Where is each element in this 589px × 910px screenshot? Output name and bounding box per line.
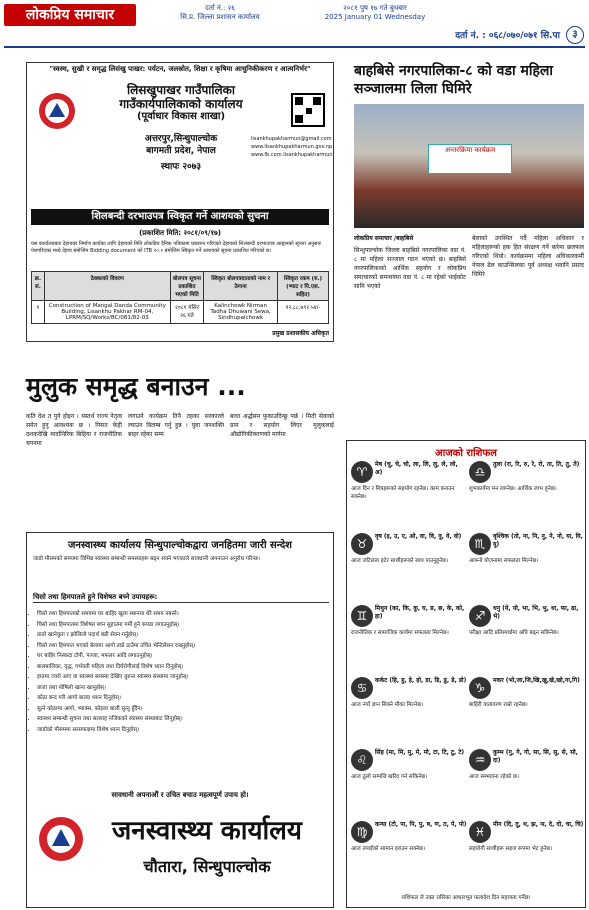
- horoscope-sign[interactable]: [469, 677, 585, 747]
- table-row: [32, 301, 329, 324]
- sign-text: शुभकार्यमा मन लाग्नेछ। आर्थिक लाभ हुनेछ।: [469, 486, 557, 492]
- zodiac-icon: ♓: [469, 821, 491, 843]
- list-item: • कोठा बन्द गरी आगो बाल्दा ध्यान दिनुहोस्।: [37, 693, 327, 704]
- sign-name: मेष (चु, चे, चो, ला, लि, लु, ले, लो, अ): [375, 461, 458, 476]
- table-header: बोलपत्र सूचना प्रकाशित भएको मिति: [170, 272, 203, 301]
- horoscope-sign[interactable]: [351, 749, 467, 819]
- sign-text: आज नयाँ ज्ञान सिक्ने मौका मिल्नेछ।: [351, 702, 424, 708]
- zodiac-icon: ♏: [469, 533, 491, 555]
- zodiac-icon: ♈: [351, 461, 373, 483]
- table-header: स्विकृत रकम (रु.) (भ्याट र पि.एस. सहित): [277, 272, 328, 301]
- table-cell: १२,८८,७९२.५४/-: [277, 301, 328, 324]
- nepal-emblem-icon: [35, 815, 87, 863]
- list-item: • ताजा तथा पोषिलो खाना खानुहोस्।: [37, 683, 327, 694]
- story-byline: लोकप्रिय समाचार /बाहबिसे: [354, 235, 414, 242]
- horoscope-sign[interactable]: [469, 821, 585, 891]
- table-header: स्विकृत बोलपत्रदाताको नाम र ठेगाना: [204, 272, 278, 301]
- sign-text: आज ठूलो सम्पत्ति खरिद गर्न सकिनेछ।: [351, 774, 428, 780]
- sign-text: आज दिन र मित्रहरूको सहयोग रहनेछ। काम बनाउन सक्नेछ।: [351, 486, 455, 500]
- zodiac-icon: ♌: [351, 749, 373, 771]
- sign-name: मिथुन (का, कि, कु, घ, ङ, छ, के, को, हा): [375, 605, 465, 620]
- list-item: • जाडोको मौसममा सरसफाइमा विशेष ध्यान दिनुहोस्।: [37, 725, 327, 736]
- notice-signature: प्रमुख प्रशासकीय अधिकृत: [272, 330, 329, 337]
- story-headline[interactable]: बाहबिसे नगरपालिका-८ को वडा महिला सञ्जालमा लिला घिमिरे: [354, 63, 554, 97]
- sign-text: सहयोगी साथीहरू सहज रूपमा भेट हुनेछ।: [469, 846, 553, 852]
- sign-name: वृश्चिक (तो, ना, नि, नु, ने, नो, या, यि, यु): [493, 533, 583, 548]
- header-divider: [4, 46, 585, 48]
- story-column-2: बेलाको उपस्थित गर्दै महिला अधिकार र महिलाहरूको हक हित संरक्षण गर्ने बारेमा छलफल गरिएको थियो। कार्यक्रममा महिला अधिकारकर्मी नेपाल ढेल काउन्सिलका पूर्व अध्यक्ष भवानि प्रसाद धिमिरे: [472, 235, 584, 278]
- table-header: ठेक्काको विवरण: [44, 272, 170, 301]
- health-notice-heading: जनस्वास्थ्य कार्यालय सिन्धुपाल्चोकद्वारा जनहितमा जारी सन्देश: [68, 540, 292, 551]
- list-item: • चिसो तथा हिमपातमा विशेषत बच्न सुहाउमा गर्मी हुने कपडा लगाउनुहोस्।: [37, 620, 327, 631]
- health-office-notice: [26, 532, 334, 908]
- horoscope-sign[interactable]: [469, 749, 585, 819]
- zodiac-icon: ♎: [469, 461, 491, 483]
- qr-code-icon[interactable]: [291, 93, 325, 127]
- list-item: • हातमा ज्वरो आए वा स्वास्थ्य समस्या देखिए तुरुन्त स्वास्थ्य संस्थामा जानुहोस्।: [37, 672, 327, 683]
- notice-body: यस कार्यालयबाट देहायका निर्माण कार्यका लागि देहायको मिति लोकप्रिय दैनिक पत्रिकामा प्रकाशन गरिएको देहायको शिलबन्दी दरभाउपत्र आह्वानको सूचना अनुसार पेशगरिएका मध्ये देहाय बमोजिम Bidding document को ITB २०.१ बमोजिम स्विकृत गर्ने आशयको सूचना प्रकाशित गरिएको छ।: [31, 241, 321, 254]
- sign-text: बाहिरी वातावरण राम्रो रहनेछ।: [469, 702, 528, 708]
- horoscope-footer: राशिफल ले उक्त रासिका आधारभूत फलादेश दिन सहायता गर्नेछ।: [401, 895, 531, 901]
- list-item: • चिसो तथा हिमपातको समयमा घर बाहिर खुला स्थानमा धेरै समय नबस्नै।: [37, 609, 327, 620]
- list-item: • बालबालिका, वृद्ध, गर्भवती महिला तथा दिर्घरोगीलाई विशेष ध्यान दिनुहोस्।: [37, 662, 327, 673]
- established-year: स्थापः २०७३: [160, 162, 202, 172]
- table-cell: २०८१ मंसिर २६ गते: [170, 301, 203, 324]
- registration-number: दर्ता नं. : ०६८/०७०/०७१ सि.पा: [455, 31, 560, 41]
- editorial-column-2: लगाउने कार्यक्रम तिनै तहका सरकारले ल्याउन विलम्ब गर्नु हुन्न । युवा जनशक्ति बाहर रहेका सम्म: [128, 413, 224, 438]
- publish-date: (प्रकाशित मिति: २०८१/०९/१७): [139, 229, 221, 237]
- story-column-1: सिन्धुपाल्चोक जिल्ला बाहबिसे नगरपालिका वडा नं. ८ मा महिला सञ्जाल गठन भएको छ। बाहबिसे नगरपालिकाको आर्थिक सहयोग र लोकप्रिय समाचारको समन्वयमा वडा नं. ८ मा रहेको भाईकोट सामि भएको: [354, 247, 466, 290]
- office-address: अत्तरपुर,सिन्धुपाल्चोक बागमती प्रदेश, नेपाल: [144, 134, 218, 156]
- sign-text: आज तपाईंको सामान हराउन सक्नेछ।: [351, 846, 426, 852]
- list-item: • चिसो तथा हिमपात भएको बेलामा आगो ताप्ने ठाउँमा उचित भेन्टिलेसन राख्नुहोस्।: [37, 641, 327, 652]
- health-tips-list: [37, 609, 327, 735]
- sign-text: राजनीतिक र सामाजिक कार्यमा सफलता मिल्नेछ।: [351, 630, 449, 636]
- page-number: ३: [566, 26, 584, 44]
- horoscope-sign[interactable]: [469, 533, 585, 603]
- health-notice-closing: सावधानी अपनाऔं र उचित बचाउ महत्वपूर्ण उपाय हो।: [111, 791, 249, 799]
- table-cell: Kalinchowk Nirman Tadha Dhuwani Sewa, Sindhupalchowk: [204, 301, 278, 324]
- notice-slogan: "स्वस्थ, सुखी र समृद्ध लिसंखु पाखर: पर्यटन, जलस्रोत, शिक्षा र कृषिमा आधुनिकीकरण र आत्मनिर्भर": [49, 65, 311, 73]
- contact-info: lisankhupakharmun@gmail.com www.lisankhupakharmun.gov.np www.fb.com.lisankhupakharmun: [251, 136, 333, 158]
- zodiac-icon: ♐: [469, 605, 491, 627]
- sign-name: कर्कट (हि, हु, हे, हो, डा, डि, डु, डे, डो): [375, 677, 467, 684]
- list-item: • स्वास्थ्य सम्बन्धी सुचना तथा सल्लाह नजिकको स्वास्थ्य संस्थाबाट लिनुहोस्।: [37, 714, 327, 725]
- sign-text: परीक्षा आदि प्रतिस्पर्धामा अघि बढ्न सकिनेछ।: [469, 630, 559, 636]
- sign-name: तुला (रा, रि, रु, रे, रो, ता, ति, तु, ते): [493, 461, 580, 468]
- sign-text: आज सम्भावना रहेको छ।: [469, 774, 519, 780]
- horoscope-sign[interactable]: [469, 461, 585, 531]
- registration-info: दर्ता नं.: २६ सि.प्र. जिल्ला प्रशासन कार्यालय: [180, 4, 260, 21]
- horoscope-sign[interactable]: [351, 677, 467, 747]
- health-notice-intro: जाडो मौसमको समयमा विभिन्न स्वास्थ्य सम्बन्धी समस्याहरू बढ्न सक्ने भएकाले सावधानी अपनाउन अनुरोध गरिन्छ।: [33, 556, 260, 562]
- table-cell: Construction of Mangal Danda Community Building, Lisankhu Pakhar RM-04, LPRM/SQ/Works/BC/081/82-03: [44, 301, 170, 324]
- story-photo[interactable]: [354, 104, 584, 228]
- horoscope-sign[interactable]: [469, 605, 585, 675]
- notice-title: शिलबन्दी दरभाउपत्र स्विकृत गर्ने आशयको सुचना: [31, 209, 329, 225]
- horoscope-sign[interactable]: [351, 605, 467, 675]
- table-cell: १: [32, 301, 45, 324]
- horoscope-section: [346, 440, 586, 908]
- sign-text: आफ्नो योजनामा सफलता मिल्नेछ।: [469, 558, 539, 564]
- zodiac-icon: ♉: [351, 533, 373, 555]
- horoscope-sign[interactable]: [351, 461, 467, 531]
- horoscope-sign[interactable]: [351, 821, 467, 891]
- health-office-place: चौतारा, सिन्धुपाल्चोक: [143, 857, 271, 876]
- bid-notice: [26, 62, 334, 342]
- zodiac-icon: ♊: [351, 605, 373, 627]
- zodiac-icon: ♋: [351, 677, 373, 699]
- zodiac-icon: ♑: [469, 677, 491, 699]
- zodiac-icon: ♍: [351, 821, 373, 843]
- newspaper-logo[interactable]: लोकप्रिय समाचार: [4, 4, 136, 26]
- horoscope-sign[interactable]: [351, 533, 467, 603]
- sign-name: कुम्भ (गु, गे, गो, सा, सि, सु, से, सो, दा): [493, 749, 578, 764]
- office-division: (पूर्वाधार विकास शाखा): [136, 111, 226, 122]
- nepal-emblem-icon: [35, 91, 79, 131]
- masthead: [0, 0, 589, 48]
- list-item: • सुत्ने कोठामा आगो, भ्याक्स, कोइला बाली सुत्नु हुँदैन।: [37, 704, 327, 715]
- health-office-name: जनस्वास्थ्य कार्यालय: [111, 816, 302, 846]
- health-notice-subheading: चिसो तथा हिमपातले हुने विशेषत बच्ने उपायहरू:: [33, 593, 329, 603]
- list-item: • तातो खानेकुरा र झोलिलो पदार्थ बढी सेवन गर्नुहोस्।: [37, 630, 327, 641]
- sign-name: मीन (दि, दु, थ, झ, ञ, दे, दो, चा, चि): [493, 821, 584, 828]
- sign-name: धनु (ये, यो, भा, भि, भु, धा, फा, ढा, भे): [493, 605, 579, 620]
- office-name: लिसखुपाखर गाउँपालिका गाउँकार्यपालिकाको कार्यालय: [119, 83, 243, 111]
- sign-name: कन्या (टो, पा, पि, पु, ष, ण, ठ, पे, पो): [375, 821, 467, 828]
- editorial-headline[interactable]: मुलुक समृद्ध बनाउन ...: [26, 372, 246, 401]
- sign-text: आज जटिलता हटेर साथीहरूको साथ पाउनुहुनेछ।: [351, 558, 449, 564]
- zodiac-icon: ♒: [469, 749, 491, 771]
- sign-name: वृष (इ, उ, ए, ओ, वा, वि, वु, वे, वो): [375, 533, 462, 540]
- issue-date: २०८१ पुष १७ गते बुधबार 2025 January 01 Wednesday: [324, 4, 426, 21]
- editorial-column-1: कति देश त पुगे होइन । यस्तर्थ राज्य नेतृत्व समेत हुनु आवश्यक छ । पिसत केही दशकदेखि मार्दानिरिक बिहिया र राजनीतिक चपनमा: [26, 413, 122, 447]
- photo-banner: अन्तरक्रिया कार्यक्रम: [428, 144, 512, 174]
- sign-name: सिंह (मा, मि, मु, मे, मो, टा, टि, टु, टे): [375, 749, 465, 756]
- table-header: क्र. सं.: [32, 272, 45, 301]
- editorial-column-3: बाधा अर्द्धसम फुकाउदिन्छु पर्छ । मिती सेवाको ग्राम र सहयोग लिएर मुलुकलाई औद्योगिकीकरणको मार्गमा: [230, 413, 334, 438]
- bid-table: [31, 271, 329, 324]
- sign-name: मकर (भो,जा,जि,खि,खु,खे,खो,गा,गि): [493, 677, 580, 684]
- list-item: • घर बाहिर निस्कदा टोपी, पञ्जा, मफलर आदि लगाउनुहोस्।: [37, 651, 327, 662]
- table-header-row: [32, 272, 329, 301]
- horoscope-title: आजको राशिफल: [435, 448, 497, 459]
